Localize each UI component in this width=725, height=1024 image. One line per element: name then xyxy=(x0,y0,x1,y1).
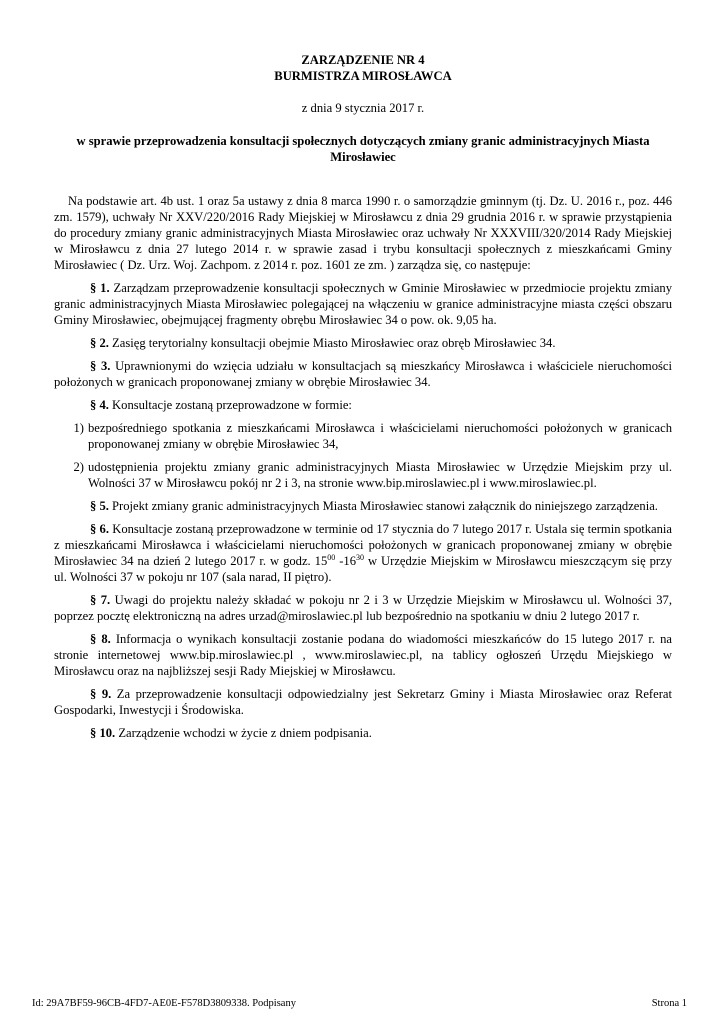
section-3 xyxy=(54,358,672,390)
title-line-2: BURMISTRZA MIROSŁAWCA xyxy=(274,69,452,83)
section-4 xyxy=(54,397,672,413)
section-label: § 10. xyxy=(90,726,116,740)
section-text: Konsultacje zostaną przeprowadzone w formie: xyxy=(112,398,352,412)
list-item xyxy=(54,420,672,452)
section-label: § 6. xyxy=(90,522,109,536)
section-label: § 2. xyxy=(90,336,109,350)
section-text: Zarządzam przeprowadzenie konsultacji społecznych w Gminie Mirosławiec w przedmiocie projektu zmiany granic administracyjnych Miasta Mirosławiec polegającej na włączeniu w granice administracyjne miasta części obszaru Gminy Mirosławiec, obejmującej fragmenty obrębu Mirosławiec 34 o pow. ok. 9,05 ha. xyxy=(54,281,672,327)
section-text: Projekt zmiany granic administracyjnych Miasta Mirosławiec stanowi załącznik do niniejszego zarządzenia. xyxy=(112,499,658,513)
section-label: § 9. xyxy=(90,687,112,701)
list-text: bezpośredniego spotkania z mieszkańcami Mirosławca i właścicielami nieruchomości położonych w granicach proponowanej zmiany w obrębie Mirosławiec 34, xyxy=(88,421,672,451)
section-label: § 5. xyxy=(90,499,109,513)
list-number: 2) xyxy=(73,460,84,474)
list-number: 1) xyxy=(73,421,84,435)
document-page xyxy=(54,52,672,741)
time-end-minutes: 30 xyxy=(356,552,365,562)
section-6 xyxy=(54,521,672,585)
section-label: § 1. xyxy=(90,281,110,295)
section-9 xyxy=(54,686,672,718)
section-10 xyxy=(54,725,672,741)
section-label: § 7. xyxy=(90,593,111,607)
section-text: Zarządzenie wchodzi w życie z dniem podpisania. xyxy=(118,726,372,740)
section-text-a: Konsultacje zostaną przeprowadzone w terminie od 17 stycznia do 7 lutego 2017 r. Ustala się termin spotkania z mieszkańcami Mirosławca i właścicielami nieruchomości położonych w granicach proponowanej zmiany w obrębie Mirosławiec 34 na dzień 2 lutego 2017 r. w godz. 15 xyxy=(54,522,673,568)
section-label: § 3. xyxy=(90,359,111,373)
page-number: Strona 1 xyxy=(651,998,687,1009)
list-text: udostępnienia projektu zmiany granic administracyjnych Miasta Mirosławiec w Urzędzie Miejskim przy ul. Wolności 37 w Mirosławcu pokój nr 2 i 3, na stronie www.bip.miroslawiec.pl i www.miroslawiec.pl. xyxy=(88,460,672,490)
section-text: Zasięg terytorialny konsultacji obejmie Miasto Mirosławiec oraz obręb Mirosławiec 34. xyxy=(112,336,556,350)
section-1 xyxy=(54,280,672,328)
document-id: Id: 29A7BF59-96CB-4FD7-AE0E-F578D3809338. Podpisany xyxy=(32,998,296,1009)
section-7 xyxy=(54,592,672,624)
section-text: Za przeprowadzenie konsultacji odpowiedzialny jest Sekretarz Gminy i Miasta Mirosławiec oraz Referat Gospodarki, Inwestycji i Środowiska. xyxy=(54,687,672,717)
document-title xyxy=(54,52,672,84)
time-start-minutes: 00 xyxy=(327,552,336,562)
section-text: Uprawnionymi do wzięcia udziału w konsultacjach są mieszkańcy Mirosławca i właściciele nieruchomości położonych w granicach proponowanej zmiany w obrębie Mirosławiec 34. xyxy=(54,359,672,389)
document-date: z dnia 9 stycznia 2017 r. xyxy=(301,101,425,115)
section-label: § 8. xyxy=(90,632,111,646)
section-2 xyxy=(54,335,672,351)
section-text: Uwagi do projektu należy składać w pokoju nr 2 i 3 w Urzędzie Miejskim w Mirosławcu ul. Wolności 37, poprzez pocztę elektroniczną na adres urzad@miroslawiec.pl lub bezpośrednio na spotkaniu w dniu 2 lutego 2017 r. xyxy=(54,593,672,623)
section-8 xyxy=(54,631,672,679)
list-item xyxy=(54,459,672,491)
section-label: § 4. xyxy=(90,398,109,412)
section-text-b: -16 xyxy=(335,554,357,568)
intro-paragraph: Na podstawie art. 4b ust. 1 oraz 5a ustawy z dnia 8 marca 1990 r. o samorządzie gminnym (tj. Dz. U. 2016 r., poz. 446 zm. 1579), uchwały Nr XXV/220/2016 Rady Miejskiej w Mirosławcu z dnia 29 grudnia 2016 r. w sprawie przystąpienia do procedury zmiany granic administracyjnych Miasta Mirosławiec oraz uchwały Nr XXXVIII/320/2014 Rady Miejskiej w Mirosławcu z dnia 27 lutego 2014 r. w sprawie zasad i trybu konsultacji społecznych z mieszkańcami Gminy Mirosławiec ( Dz. Urz. Woj. Zachpom. z 2014 r. poz. 1601 ze zm. ) zarządza się, co następuje: xyxy=(54,194,672,272)
title-line-1: ZARZĄDZENIE NR 4 xyxy=(301,53,425,67)
section-text-c: w Urzędzie Miejskim w Mirosławcu mieszczącym się przy ul. Wolności 37 w pokoju nr 107 (sala narad, II piętro). xyxy=(54,554,673,584)
document-subject: w sprawie przeprowadzenia konsultacji społecznych dotyczących zmiany granic administracyjnych Miasta Mirosławiec xyxy=(76,134,650,164)
section-5 xyxy=(54,498,672,514)
page-footer xyxy=(32,996,687,1012)
section-text: Informacja o wynikach konsultacji zostanie podana do wiadomości mieszkańców do 15 lutego 2017 r. na stronie internetowej www.bip.miroslawiec.pl , www.miroslawiec.pl, na tablicy ogłoszeń Urzędu Miejskiego w Mirosławcu oraz na najbliższej sesji Rady Miejskiej w Mirosławcu. xyxy=(54,632,672,678)
